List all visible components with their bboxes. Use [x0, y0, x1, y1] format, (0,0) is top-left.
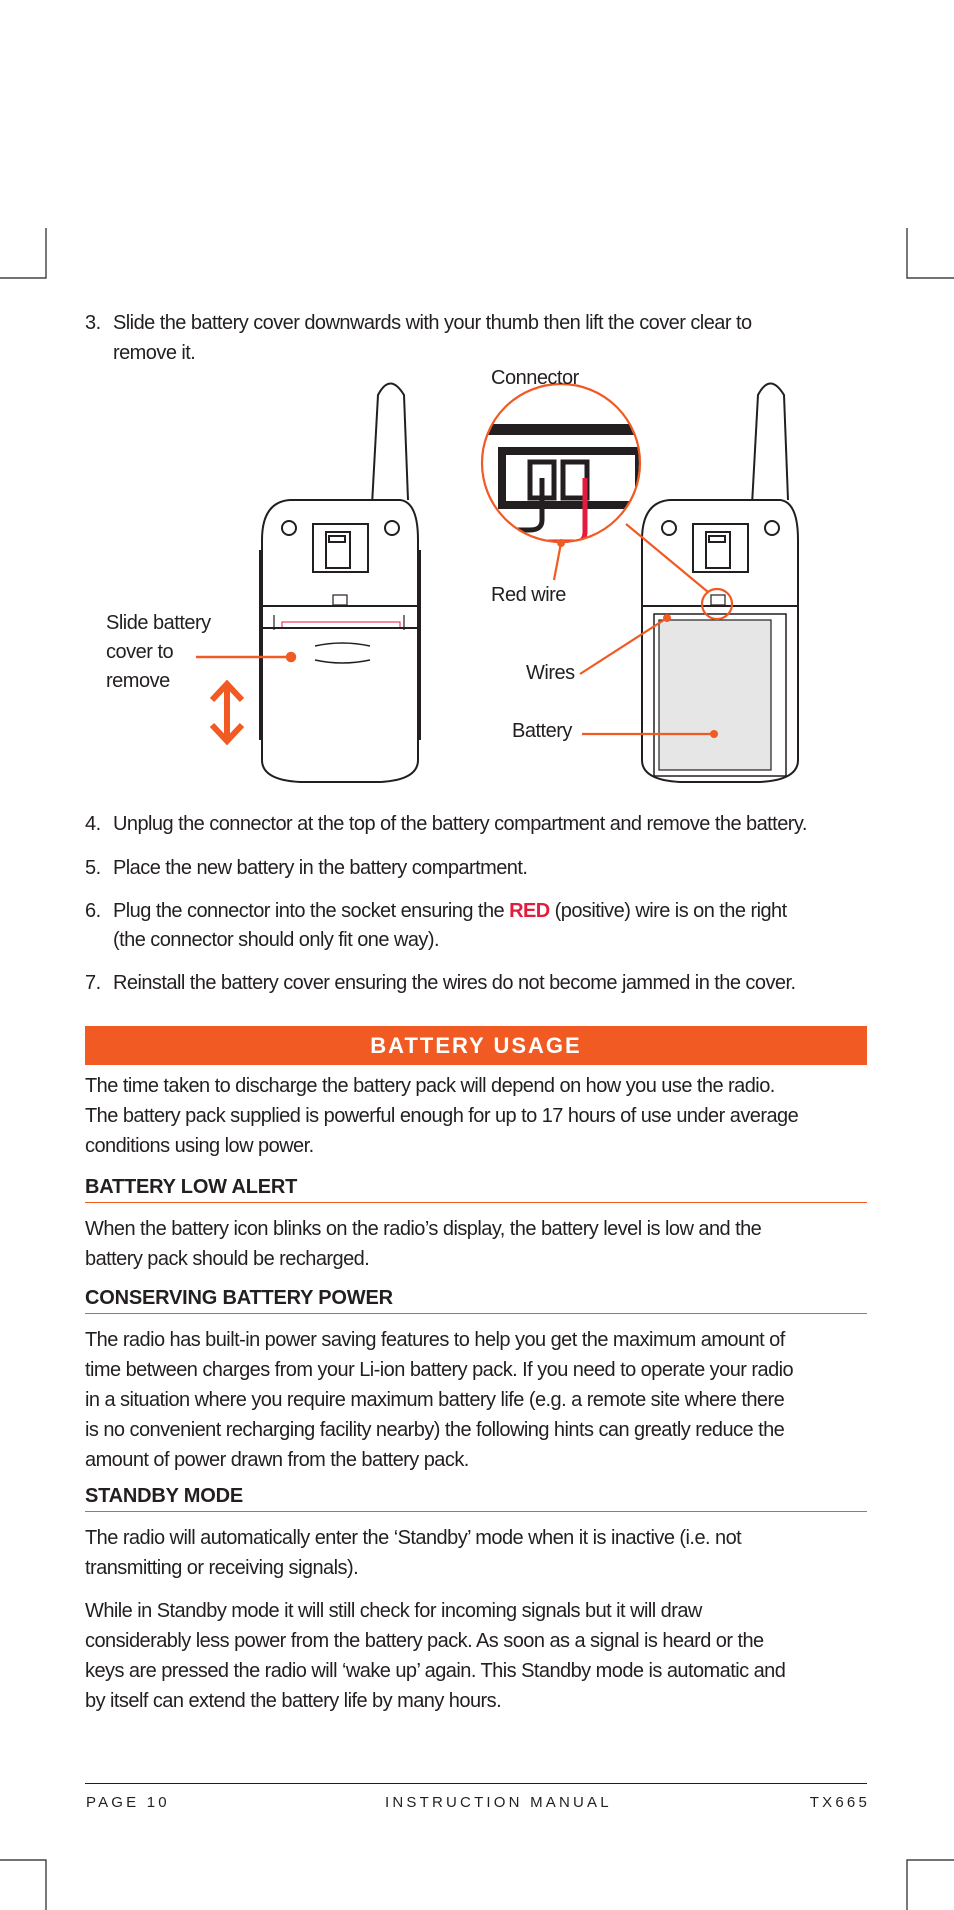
- battery-label: Battery: [512, 720, 572, 742]
- footer-page-number: PAGE 10: [86, 1794, 170, 1811]
- step-text: Plug the connector into the socket ensuring the RED (positive) wire is on the right: [113, 900, 787, 922]
- step-number: 5.: [85, 857, 101, 879]
- subheading: CONSERVING BATTERY POWER: [85, 1287, 867, 1314]
- radio-cover-off-illustration: [642, 384, 798, 783]
- step-number: 4.: [85, 813, 101, 835]
- standby-paragraph: The radio will automatically enter the ‘Standby’ mode when it is inactive (i.e. not transmitting or receiving signals).: [85, 1527, 742, 1579]
- step-text: Unplug the connector at the top of the battery compartment and remove the battery.: [113, 813, 807, 835]
- section-title-bar: BATTERY USAGE: [85, 1026, 867, 1065]
- step-number: 3.: [85, 312, 101, 334]
- intro-paragraph: The time taken to discharge the battery pack will depend on how you use the radio. The battery pack supplied is powerful enough for up to 17 hours of use under average conditions using low power.: [85, 1075, 799, 1157]
- step-text: Reinstall the battery cover ensuring the wires do not become jammed in the cover.: [113, 972, 796, 994]
- red-highlight: RED: [509, 900, 550, 922]
- subheading: STANDBY MODE: [85, 1485, 867, 1512]
- conserving-paragraph: The radio has built-in power saving features to help you get the maximum amount of time between charges from your Li-ion battery pack. If you need to operate your radio in a situation where you require maximum battery life (e.g. a remote site where there is no convenient recharging facility nearby) the following hints can greatly reduce the amount of power drawn from the battery pack.: [85, 1329, 794, 1471]
- slide-label: Slide battery: [106, 612, 211, 634]
- step-number: 7.: [85, 972, 101, 994]
- step-number: 6.: [85, 900, 101, 922]
- slide-label: cover to: [106, 641, 174, 663]
- low-alert-paragraph: When the battery icon blinks on the radio’s display, the battery level is low and the battery pack should be recharged.: [85, 1218, 762, 1270]
- step-text: (the connector should only fit one way).: [113, 929, 439, 951]
- standby-paragraph-2: While in Standby mode it will still check for incoming signals but it will draw considerably less power from the battery pack. As soon as a signal is heard or the keys are pressed the radio will ‘wake up’ again. This Standby mode is automatic and by itself can extend the battery life by many hours.: [85, 1600, 786, 1712]
- radio-cover-on-illustration: [260, 384, 420, 783]
- step-text: Place the new battery in the battery compartment.: [113, 857, 528, 879]
- red-wire-label: Red wire: [491, 584, 566, 606]
- subheading: BATTERY LOW ALERT: [85, 1176, 867, 1203]
- footer-title: INSTRUCTION MANUAL: [385, 1794, 612, 1811]
- footer-model: TX665: [809, 1794, 870, 1811]
- step-text: Slide the battery cover downwards with your thumb then lift the cover clear to: [113, 312, 752, 334]
- wires-label: Wires: [526, 662, 575, 684]
- up-down-arrow-icon: [212, 684, 242, 741]
- slide-label: remove: [106, 670, 170, 692]
- step-text: remove it.: [113, 342, 196, 364]
- footer-rule: [85, 1783, 867, 1784]
- connector-label: Connector: [491, 367, 579, 389]
